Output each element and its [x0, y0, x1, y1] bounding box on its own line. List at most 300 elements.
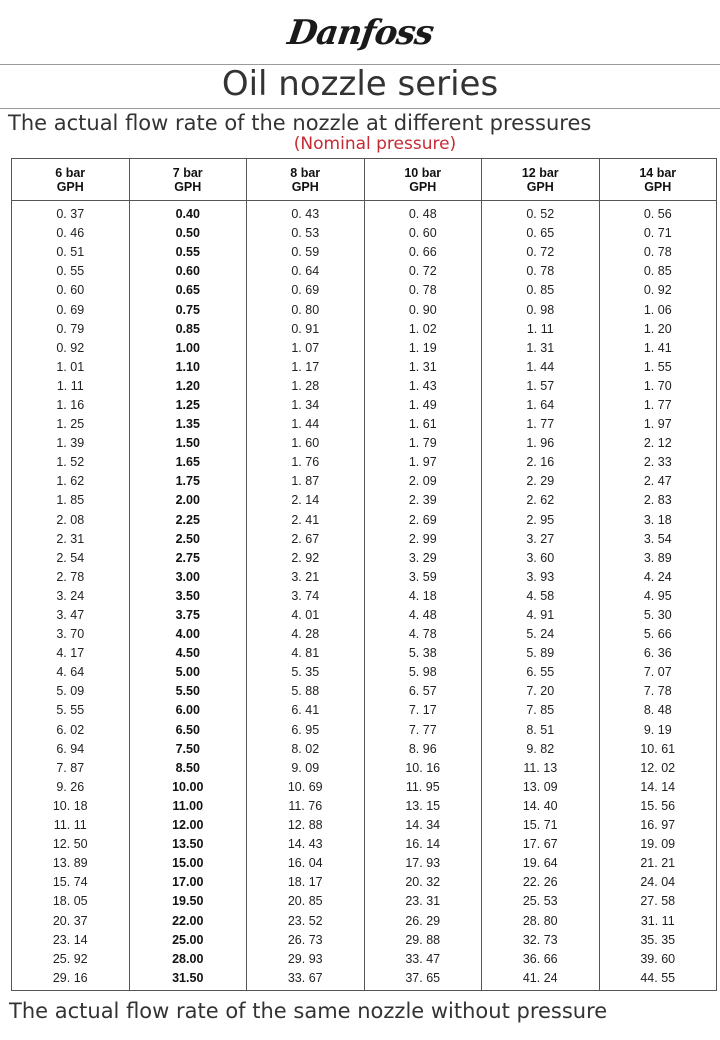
- table-cell: 2. 95: [482, 511, 600, 530]
- table-cell: 19. 64: [482, 854, 600, 873]
- table-cell: 12.00: [129, 816, 247, 835]
- table-cell: 4. 58: [482, 587, 600, 606]
- table-cell: 1. 97: [364, 453, 482, 472]
- table-cell: 14. 40: [482, 797, 600, 816]
- table-cell: 3. 29: [364, 549, 482, 568]
- table-cell: 1. 79: [364, 434, 482, 453]
- table-cell: 3. 74: [247, 587, 365, 606]
- table-cell: 0. 52: [482, 201, 600, 225]
- table-cell: 3. 47: [12, 606, 130, 625]
- table-cell: 0. 98: [482, 300, 600, 319]
- table-row: [12, 797, 717, 816]
- table-cell: 9. 82: [482, 740, 600, 759]
- table-cell: 1.35: [129, 415, 247, 434]
- table-cell: 4. 95: [599, 587, 717, 606]
- table-row: [12, 472, 717, 491]
- table-cell: 0. 72: [482, 243, 600, 262]
- table-cell: 0.75: [129, 300, 247, 319]
- table-cell: 24. 04: [599, 873, 717, 892]
- table-cell: 0. 72: [364, 262, 482, 281]
- danfoss-logo: [0, 4, 720, 62]
- table-cell: 25. 92: [12, 950, 130, 969]
- table-cell: 26. 73: [247, 931, 365, 950]
- column-header: [364, 159, 482, 201]
- table-cell: 13. 15: [364, 797, 482, 816]
- table-cell: 2. 83: [599, 491, 717, 510]
- table-cell: 0. 80: [247, 300, 365, 319]
- table-cell: 2. 92: [247, 549, 365, 568]
- table-cell: 25. 53: [482, 892, 600, 911]
- table-cell: 21. 21: [599, 854, 717, 873]
- table-cell: 23. 14: [12, 931, 130, 950]
- table-cell: 11. 13: [482, 759, 600, 778]
- table-cell: 1. 11: [12, 377, 130, 396]
- column-unit-label: GPH: [174, 179, 202, 194]
- table-cell: 0. 66: [364, 243, 482, 262]
- table-cell: 0. 65: [482, 224, 600, 243]
- table-cell: 1. 60: [247, 434, 365, 453]
- table-row: [12, 300, 717, 319]
- table-row: [12, 568, 717, 587]
- table-cell: 1. 41: [599, 339, 717, 358]
- table-cell: 1. 87: [247, 472, 365, 491]
- table-cell: 0. 69: [12, 300, 130, 319]
- column-pressure-label: 7 bar: [172, 165, 203, 180]
- table-cell: 31.50: [129, 969, 247, 991]
- table-cell: 3. 70: [12, 625, 130, 644]
- column-unit-label: GPH: [526, 179, 554, 194]
- table-cell: 7. 85: [482, 701, 600, 720]
- table-cell: 2. 69: [364, 511, 482, 530]
- table-cell: 1. 77: [599, 396, 717, 415]
- table-cell: 5. 66: [599, 625, 717, 644]
- table-cell: 1. 96: [482, 434, 600, 453]
- table-cell: 7. 20: [482, 682, 600, 701]
- table-cell: 1. 44: [482, 358, 600, 377]
- table-cell: 1. 06: [599, 300, 717, 319]
- table-cell: 4.50: [129, 644, 247, 663]
- table-cell: 0. 64: [247, 262, 365, 281]
- column-pressure-label: 8 bar: [290, 165, 321, 180]
- table-row: [12, 931, 717, 950]
- table-cell: 14. 14: [599, 778, 717, 797]
- table-cell: 4. 81: [247, 644, 365, 663]
- table-cell: 1. 62: [12, 472, 130, 491]
- table-cell: 35. 35: [599, 931, 717, 950]
- table-cell: 2.75: [129, 549, 247, 568]
- table-cell: 1. 16: [12, 396, 130, 415]
- table-cell: 1. 70: [599, 377, 717, 396]
- table-cell: 1.25: [129, 396, 247, 415]
- table-cell: 0. 59: [247, 243, 365, 262]
- table-cell: 20. 85: [247, 892, 365, 911]
- table-cell: 5. 38: [364, 644, 482, 663]
- table-cell: 1. 43: [364, 377, 482, 396]
- table-cell: 1. 20: [599, 320, 717, 339]
- table-cell: 1. 44: [247, 415, 365, 434]
- table-cell: 4. 48: [364, 606, 482, 625]
- table-cell: 0. 85: [599, 262, 717, 281]
- table-cell: 15.00: [129, 854, 247, 873]
- table-cell: 8. 48: [599, 701, 717, 720]
- table-cell: 28. 80: [482, 911, 600, 930]
- table-cell: 29. 88: [364, 931, 482, 950]
- table-row: [12, 377, 717, 396]
- table-cell: 13. 89: [12, 854, 130, 873]
- table-cell: 5. 24: [482, 625, 600, 644]
- table-cell: 1. 97: [599, 415, 717, 434]
- table-cell: 16. 97: [599, 816, 717, 835]
- table-cell: 2. 47: [599, 472, 717, 491]
- table-row: [12, 453, 717, 472]
- table-cell: 22. 26: [482, 873, 600, 892]
- table-cell: 2. 09: [364, 472, 482, 491]
- table-cell: 22.00: [129, 911, 247, 930]
- table-cell: 20. 37: [12, 911, 130, 930]
- table-cell: 16. 04: [247, 854, 365, 873]
- table-cell: 13. 09: [482, 778, 600, 797]
- table-cell: 29. 93: [247, 950, 365, 969]
- table-row: [12, 587, 717, 606]
- table-cell: 6. 57: [364, 682, 482, 701]
- table-cell: 1. 39: [12, 434, 130, 453]
- table-cell: 1.00: [129, 339, 247, 358]
- table-cell: 1. 11: [482, 320, 600, 339]
- title-divider: [0, 108, 720, 109]
- table-cell: 2. 31: [12, 530, 130, 549]
- table-cell: 1. 34: [247, 396, 365, 415]
- table-cell: 15. 56: [599, 797, 717, 816]
- table-cell: 3. 59: [364, 568, 482, 587]
- column-header: [247, 159, 365, 201]
- table-row: [12, 701, 717, 720]
- column-unit-label: GPH: [644, 179, 672, 194]
- table-cell: 7.50: [129, 740, 247, 759]
- table-cell: 2. 67: [247, 530, 365, 549]
- table-cell: 0.85: [129, 320, 247, 339]
- column-header: [599, 159, 717, 201]
- table-cell: 18. 17: [247, 873, 365, 892]
- table-cell: 4. 01: [247, 606, 365, 625]
- table-cell: 15. 74: [12, 873, 130, 892]
- table-cell: 32. 73: [482, 931, 600, 950]
- table-cell: 20. 32: [364, 873, 482, 892]
- table-cell: 3. 27: [482, 530, 600, 549]
- table-cell: 1.65: [129, 453, 247, 472]
- table-cell: 0. 46: [12, 224, 130, 243]
- table-cell: 7. 87: [12, 759, 130, 778]
- table-row: [12, 320, 717, 339]
- table-cell: 3. 60: [482, 549, 600, 568]
- table-cell: 2. 12: [599, 434, 717, 453]
- table-cell: 1. 57: [482, 377, 600, 396]
- table-cell: 2. 62: [482, 491, 600, 510]
- table-cell: 1. 25: [12, 415, 130, 434]
- table-cell: 4. 78: [364, 625, 482, 644]
- table-cell: 6. 41: [247, 701, 365, 720]
- table-cell: 0. 48: [364, 201, 482, 225]
- table-cell: 10. 18: [12, 797, 130, 816]
- column-unit-label: GPH: [291, 179, 319, 194]
- table-cell: 19.50: [129, 892, 247, 911]
- table-row: [12, 816, 717, 835]
- column-pressure-label: 12 bar: [521, 165, 559, 180]
- table-cell: 1.20: [129, 377, 247, 396]
- table-cell: 10. 69: [247, 778, 365, 797]
- table-cell: 4. 28: [247, 625, 365, 644]
- column-pressure-label: 6 bar: [55, 165, 86, 180]
- table-row: [12, 243, 717, 262]
- table-cell: 2. 29: [482, 472, 600, 491]
- table-cell: 0. 69: [247, 281, 365, 300]
- column-header: [12, 159, 130, 201]
- table-cell: 25.00: [129, 931, 247, 950]
- table-cell: 1.75: [129, 472, 247, 491]
- brand-wordmark: Danfoss: [284, 13, 436, 53]
- table-cell: 31. 11: [599, 911, 717, 930]
- table-cell: 0.55: [129, 243, 247, 262]
- table-cell: 2. 99: [364, 530, 482, 549]
- table-cell: 0. 85: [482, 281, 600, 300]
- table-cell: 11.00: [129, 797, 247, 816]
- table-cell: 8. 96: [364, 740, 482, 759]
- table-cell: 0. 71: [599, 224, 717, 243]
- table-cell: 37. 65: [364, 969, 482, 991]
- table-cell: 2.00: [129, 491, 247, 510]
- table-cell: 3.00: [129, 568, 247, 587]
- table-row: [12, 339, 717, 358]
- table-cell: 10. 61: [599, 740, 717, 759]
- table-cell: 17.00: [129, 873, 247, 892]
- column-unit-label: GPH: [56, 179, 84, 194]
- table-cell: 10. 16: [364, 759, 482, 778]
- table-cell: 1. 76: [247, 453, 365, 472]
- table-cell: 3. 93: [482, 568, 600, 587]
- table-cell: 4. 17: [12, 644, 130, 663]
- table-row: [12, 606, 717, 625]
- table-cell: 12. 50: [12, 835, 130, 854]
- table-row: [12, 969, 717, 991]
- table-row: [12, 644, 717, 663]
- nominal-pressure-note: (Nominal pressure): [293, 134, 457, 154]
- table-cell: 7. 78: [599, 682, 717, 701]
- table-cell: 19. 09: [599, 835, 717, 854]
- table-cell: 2. 33: [599, 453, 717, 472]
- table-cell: 0.60: [129, 262, 247, 281]
- table-cell: 0. 78: [482, 262, 600, 281]
- table-row: [12, 835, 717, 854]
- table-cell: 7. 17: [364, 701, 482, 720]
- table-cell: 3. 24: [12, 587, 130, 606]
- table-row: [12, 740, 717, 759]
- table-row: [12, 396, 717, 415]
- column-unit-label: GPH: [409, 179, 437, 194]
- table-cell: 1. 31: [364, 358, 482, 377]
- table-cell: 2.25: [129, 511, 247, 530]
- table-row: [12, 663, 717, 682]
- table-cell: 0. 92: [12, 339, 130, 358]
- table-cell: 7. 07: [599, 663, 717, 682]
- table-cell: 6. 55: [482, 663, 600, 682]
- table-row: [12, 491, 717, 510]
- footer-caption: The actual flow rate of the same nozzle without pressure: [9, 999, 608, 1023]
- table-cell: 11. 76: [247, 797, 365, 816]
- table-row: [12, 530, 717, 549]
- table-cell: 0. 78: [599, 243, 717, 262]
- table-cell: 0. 90: [364, 300, 482, 319]
- table-cell: 3. 18: [599, 511, 717, 530]
- table-cell: 3.50: [129, 587, 247, 606]
- table-cell: 11. 95: [364, 778, 482, 797]
- table-cell: 5. 09: [12, 682, 130, 701]
- table-cell: 5. 98: [364, 663, 482, 682]
- table-cell: 0. 91: [247, 320, 365, 339]
- table-cell: 15. 71: [482, 816, 600, 835]
- table-cell: 1. 07: [247, 339, 365, 358]
- table-cell: 44. 55: [599, 969, 717, 991]
- table-cell: 12. 02: [599, 759, 717, 778]
- table-row: [12, 434, 717, 453]
- table-cell: 41. 24: [482, 969, 600, 991]
- table-cell: 2. 41: [247, 511, 365, 530]
- table-cell: 2. 39: [364, 491, 482, 510]
- table-cell: 14. 43: [247, 835, 365, 854]
- table-cell: 8. 51: [482, 721, 600, 740]
- table-cell: 29. 16: [12, 969, 130, 991]
- table-cell: 0.65: [129, 281, 247, 300]
- table-cell: 36. 66: [482, 950, 600, 969]
- table-cell: 4. 64: [12, 663, 130, 682]
- table-cell: 2. 78: [12, 568, 130, 587]
- table-cell: 1. 17: [247, 358, 365, 377]
- table-row: [12, 950, 717, 969]
- table-cell: 4.00: [129, 625, 247, 644]
- table-cell: 6. 95: [247, 721, 365, 740]
- table-cell: 2. 16: [482, 453, 600, 472]
- table-cell: 26. 29: [364, 911, 482, 930]
- table-cell: 6. 94: [12, 740, 130, 759]
- table-cell: 0. 60: [12, 281, 130, 300]
- table-cell: 0. 92: [599, 281, 717, 300]
- table-cell: 17. 93: [364, 854, 482, 873]
- table-row: [12, 854, 717, 873]
- table-header-row: [12, 159, 717, 201]
- column-pressure-label: 14 bar: [639, 165, 677, 180]
- table-cell: 0. 37: [12, 201, 130, 225]
- table-cell: 1. 19: [364, 339, 482, 358]
- table-cell: 0. 55: [12, 262, 130, 281]
- table-cell: 6. 36: [599, 644, 717, 663]
- table-cell: 5. 89: [482, 644, 600, 663]
- table-row: [12, 358, 717, 377]
- table-cell: 3. 89: [599, 549, 717, 568]
- table-cell: 13.50: [129, 835, 247, 854]
- table-cell: 33. 47: [364, 950, 482, 969]
- table-cell: 9. 26: [12, 778, 130, 797]
- table-row: [12, 281, 717, 300]
- table-cell: 6. 02: [12, 721, 130, 740]
- column-header: [129, 159, 247, 201]
- table-cell: 0.50: [129, 224, 247, 243]
- table-cell: 2. 14: [247, 491, 365, 510]
- table-cell: 6.50: [129, 721, 247, 740]
- table-cell: 1. 02: [364, 320, 482, 339]
- table-cell: 2. 54: [12, 549, 130, 568]
- table-cell: 14. 34: [364, 816, 482, 835]
- table-cell: 1. 49: [364, 396, 482, 415]
- table-cell: 5.00: [129, 663, 247, 682]
- table-cell: 5. 35: [247, 663, 365, 682]
- table-cell: 0. 60: [364, 224, 482, 243]
- table-cell: 1. 52: [12, 453, 130, 472]
- table-cell: 1. 31: [482, 339, 600, 358]
- page-title: Oil nozzle series: [221, 64, 499, 104]
- table-cell: 8.50: [129, 759, 247, 778]
- table-row: [12, 721, 717, 740]
- table-cell: 6.00: [129, 701, 247, 720]
- table-cell: 1.10: [129, 358, 247, 377]
- table-cell: 1. 55: [599, 358, 717, 377]
- table-cell: 4. 18: [364, 587, 482, 606]
- column-header: [482, 159, 600, 201]
- table-row: [12, 759, 717, 778]
- table-cell: 16. 14: [364, 835, 482, 854]
- table-cell: 17. 67: [482, 835, 600, 854]
- table-row: [12, 415, 717, 434]
- table-row: [12, 549, 717, 568]
- table-cell: 1.50: [129, 434, 247, 453]
- table-body: [12, 201, 717, 991]
- table-cell: 28.00: [129, 950, 247, 969]
- table-row: [12, 625, 717, 644]
- table-cell: 3. 21: [247, 568, 365, 587]
- table-cell: 18. 05: [12, 892, 130, 911]
- table-cell: 11. 11: [12, 816, 130, 835]
- table-cell: 1. 01: [12, 358, 130, 377]
- table-cell: 2. 08: [12, 511, 130, 530]
- table-cell: 3. 54: [599, 530, 717, 549]
- table-cell: 0. 79: [12, 320, 130, 339]
- table-row: [12, 201, 717, 225]
- table-cell: 0. 53: [247, 224, 365, 243]
- table-cell: 4. 24: [599, 568, 717, 587]
- table-cell: 27. 58: [599, 892, 717, 911]
- table-row: [12, 511, 717, 530]
- table-cell: 9. 09: [247, 759, 365, 778]
- table-cell: 1. 28: [247, 377, 365, 396]
- table-row: [12, 682, 717, 701]
- table-caption: The actual flow rate of the nozzle at different pressures: [8, 111, 592, 135]
- table-cell: 5. 88: [247, 682, 365, 701]
- table-cell: 0. 78: [364, 281, 482, 300]
- column-pressure-label: 10 bar: [404, 165, 442, 180]
- table-cell: 4. 91: [482, 606, 600, 625]
- table-cell: 1. 85: [12, 491, 130, 510]
- table-row: [12, 778, 717, 797]
- table-cell: 0. 43: [247, 201, 365, 225]
- table-cell: 0.40: [129, 201, 247, 225]
- table-cell: 1. 64: [482, 396, 600, 415]
- table-cell: 0. 51: [12, 243, 130, 262]
- table-cell: 12. 88: [247, 816, 365, 835]
- table-cell: 8. 02: [247, 740, 365, 759]
- table-cell: 33. 67: [247, 969, 365, 991]
- table-cell: 3.75: [129, 606, 247, 625]
- table-cell: 23. 52: [247, 911, 365, 930]
- table-cell: 2.50: [129, 530, 247, 549]
- table-row: [12, 262, 717, 281]
- table-row: [12, 911, 717, 930]
